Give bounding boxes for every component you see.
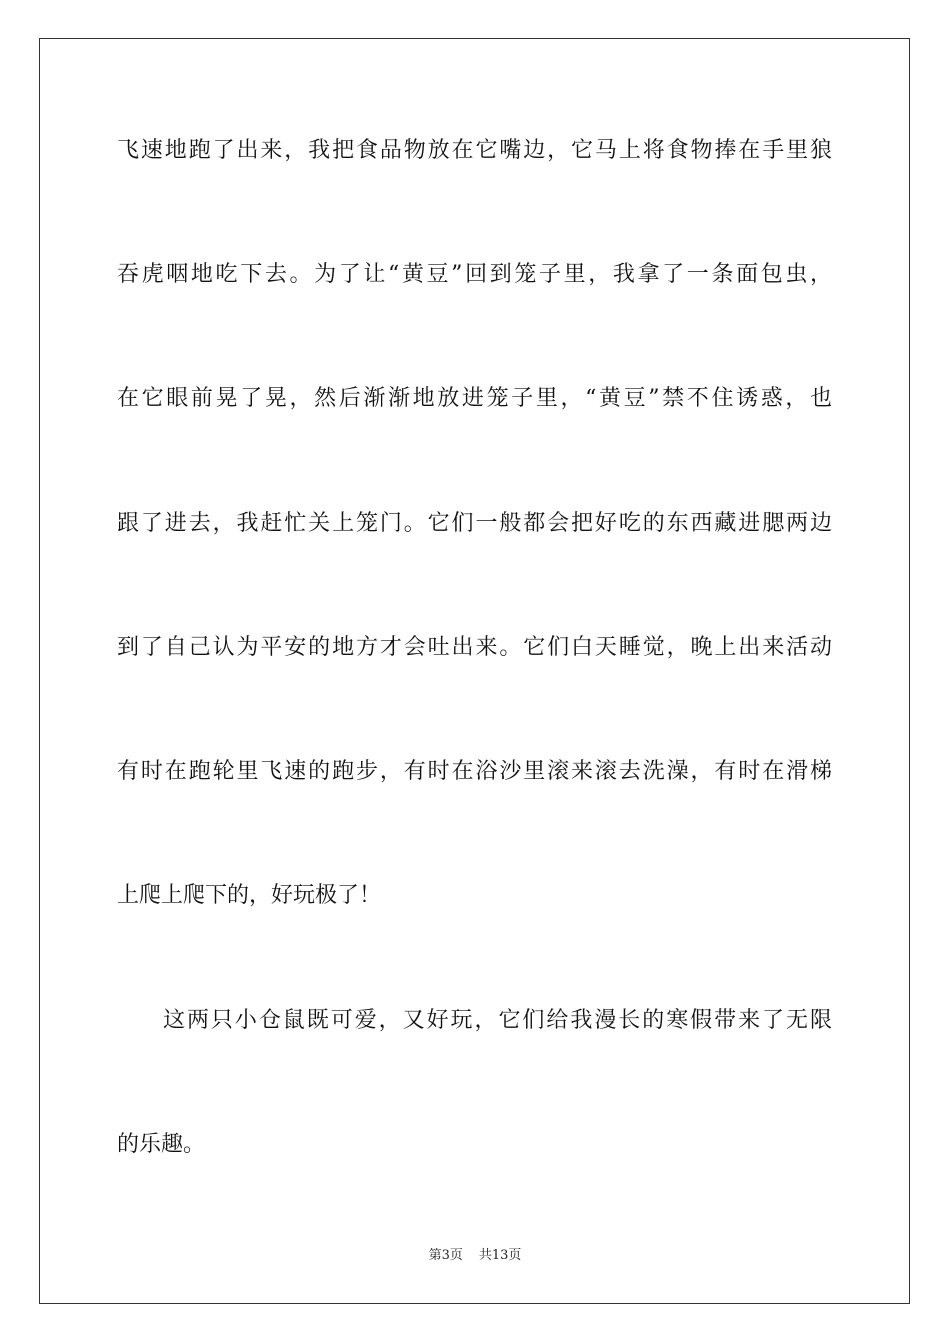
text-line-9: 的乐趣。 bbox=[117, 1132, 206, 1157]
text-line-3: 在它眼前晃了晃，然后渐渐地放进笼子里，“黄豆”禁不住诱惑，也 bbox=[117, 386, 832, 411]
page-footer bbox=[0, 1247, 950, 1265]
text-line-4: 跟了进去，我赶忙关上笼门。它们一般都会把好吃的东西藏进腮两边 bbox=[117, 511, 832, 536]
page-total: 共13页 bbox=[478, 1248, 522, 1263]
text-line-1: 飞速地跑了出来，我把食品物放在它嘴边，它马上将食物捧在手里狼 bbox=[117, 138, 832, 163]
text-line-7: 上爬上爬下的，好玩极了！ bbox=[117, 883, 382, 908]
page-border bbox=[39, 38, 910, 1304]
page-number: 第3页 bbox=[428, 1248, 463, 1263]
text-line-5: 到了自己认为平安的地方才会吐出来。它们白天睡觉，晚上出来活动 bbox=[117, 635, 832, 660]
text-line-2: 吞虎咽地吃下去。为了让“黄豆”回到笼子里，我拿了一条面包虫， bbox=[117, 262, 832, 287]
text-line-8: 这两只小仓鼠既可爱，又好玩，它们给我漫长的寒假带来了无限 bbox=[163, 1008, 832, 1033]
text-line-6: 有时在跑轮里飞速的跑步，有时在浴沙里滚来滚去洗澡，有时在滑梯 bbox=[117, 759, 832, 784]
